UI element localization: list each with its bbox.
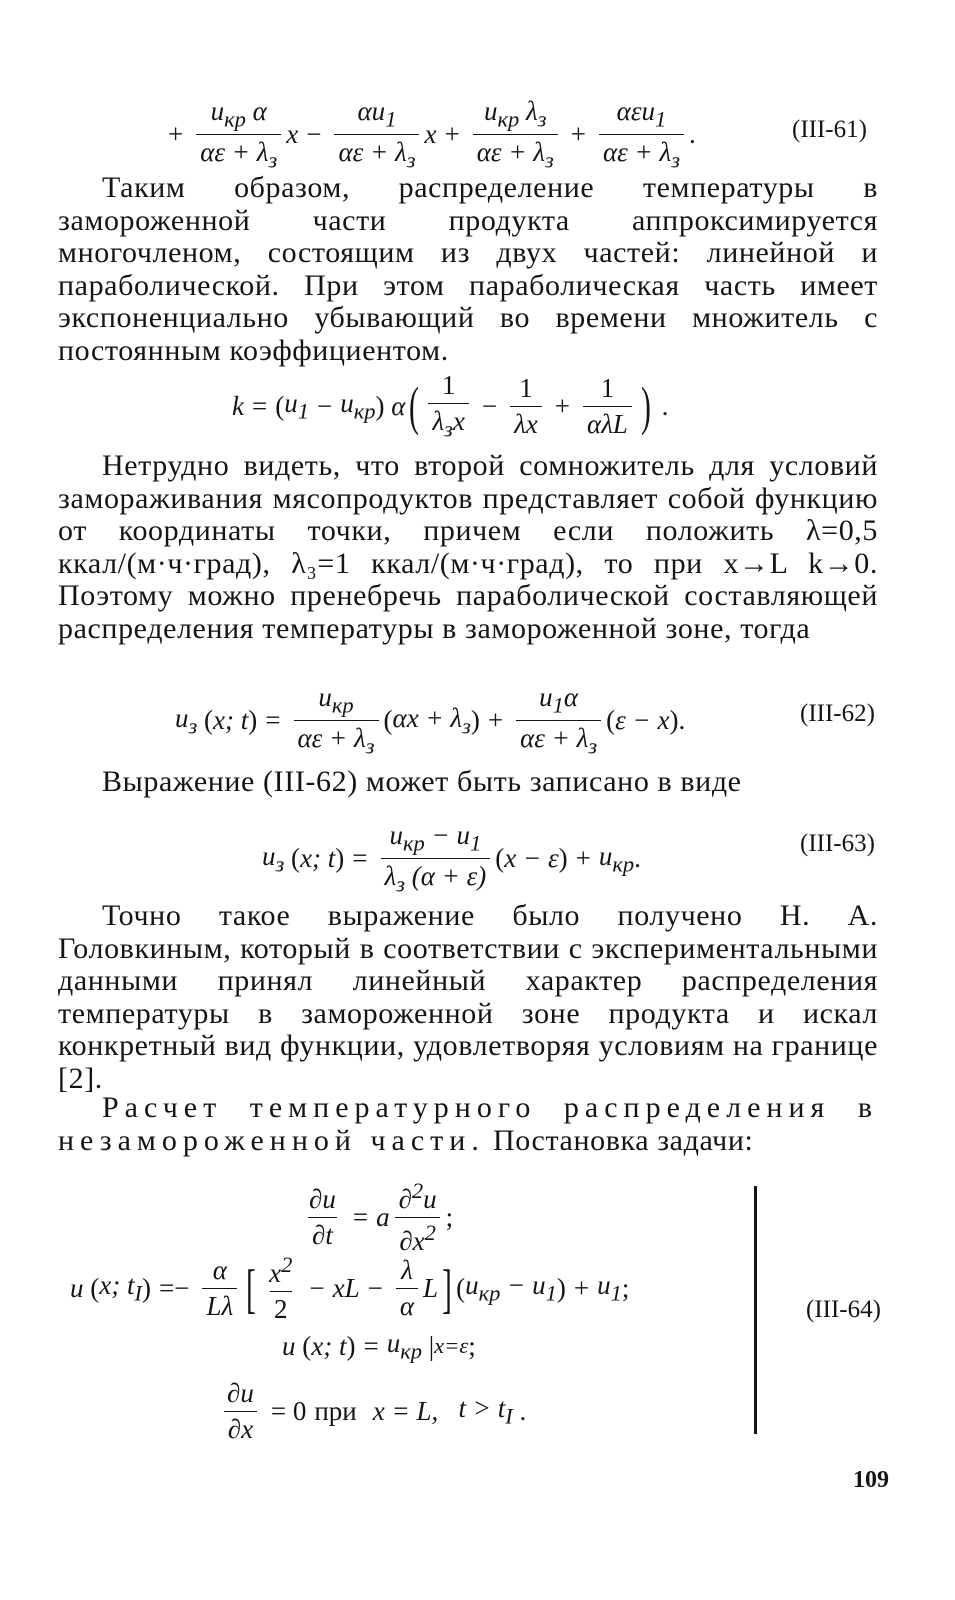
paragraph: Таким образом, распределение температуры в замороженной части продукта аппроксимируется многочленом, состоящим из двух частей: линейной и параболической. При этом параболическая часть имеет экспоненциально убывающий во времени множитель с постоянным коэффициентом.: [58, 171, 878, 367]
equation-iii-61: + $\frac{u_{кр} \alpha}{\alpha\varepsilon + \lambda_з}$ x − $\frac{\alpha u_1}{\alpha\varepsilon + \lambda_з}$ x + $\frac{u_{кр} \lambda_з}{\alpha\varepsilon + \lambda_з}$ + $\frac{\alpha\varepsilon u_1}{\alpha\varepsilon + \lambda_з}$ .: [168, 96, 696, 173]
system-brace: [754, 1186, 757, 1434]
equation-iii-63: $u_з$ ( x; t ) = $\frac{u_{кр} - u_1}{\lambda_з (\alpha + \varepsilon)}$ ( x − ε ) + $u_{кр}$ .: [262, 820, 641, 897]
equation-iii-64-line4: $\frac{\partial u}{\partial x}$ = 0 при x = L, $t > t_I$ .: [218, 1378, 526, 1445]
paragraph: Точно такое выражение было получено Н. А. Головкиным, который в соответствии с экспериментальными данными принял линейный характер распределения температуры в замороженной зоне продукта и искал конкретный вид функции, удовлетворяя условиям на границе [2].: [58, 899, 878, 1095]
equation-k: k = ( $u_1$ − $u_{кр}$ ) α ( $\frac{1}{\lambda_зx}$ − $\frac{1}{\lambda x}$ + $\frac{1}{\text{αλL}}$ ) .: [232, 370, 669, 442]
spaced-heading: Расчет температурного распределения в незамороженной части.: [58, 1091, 878, 1157]
equation-iii-64-line3: u ( x; t ) = $u_{кр}$ | x=ε ;: [282, 1328, 476, 1364]
equation-label: (III-62): [800, 700, 875, 727]
equation-iii-64-line1: $\frac{\partial u}{\partial t}$ = a $\frac{\partial^2u}{\partial x^2}$ ;: [309, 1178, 454, 1257]
paragraph: Нетрудно видеть, что второй сомножитель для условий замораживания мясопродуктов представляет собой функцию от координаты точки, причем если положить λ=0,5 ккал/(м·ч·град), λ₃=1 ккал/(м·ч·град), то при x→L k→0. Поэтому можно пренебречь параболической составляющей распределения температуры в замороженной зоне, тогда: [58, 449, 878, 645]
equation-label: (III-64): [806, 1296, 881, 1323]
page-number: 109: [853, 1467, 889, 1493]
equation-label: (III-61): [792, 116, 867, 143]
equation-iii-64-line2: u ( x; $t_I$ ) =− $\frac{\alpha}{L\lambda}$ [ $\frac{x^2}{2}$ − xL − $\frac{\lambda}{\alpha}$ L ] ( $u_{кр} - u_1$ ) + $u_1$ ;: [70, 1252, 630, 1325]
paragraph-tail: Постановка задачи:: [484, 1123, 754, 1157]
paragraph: [58, 1092, 878, 1157]
equation-label: (III-63): [800, 830, 875, 857]
paragraph: Выражение (III-62) может быть записано в виде: [102, 765, 742, 798]
equation-iii-62: $u_з$ ( x; t ) = $\frac{u_{кр}}{\alpha\varepsilon + \lambda_з}$ ( $\alpha x + \lambda_з$ ) + $\frac{u_1\alpha}{\alpha\varepsilon + \lambda_з}$ ( ε − x ).: [175, 682, 686, 759]
